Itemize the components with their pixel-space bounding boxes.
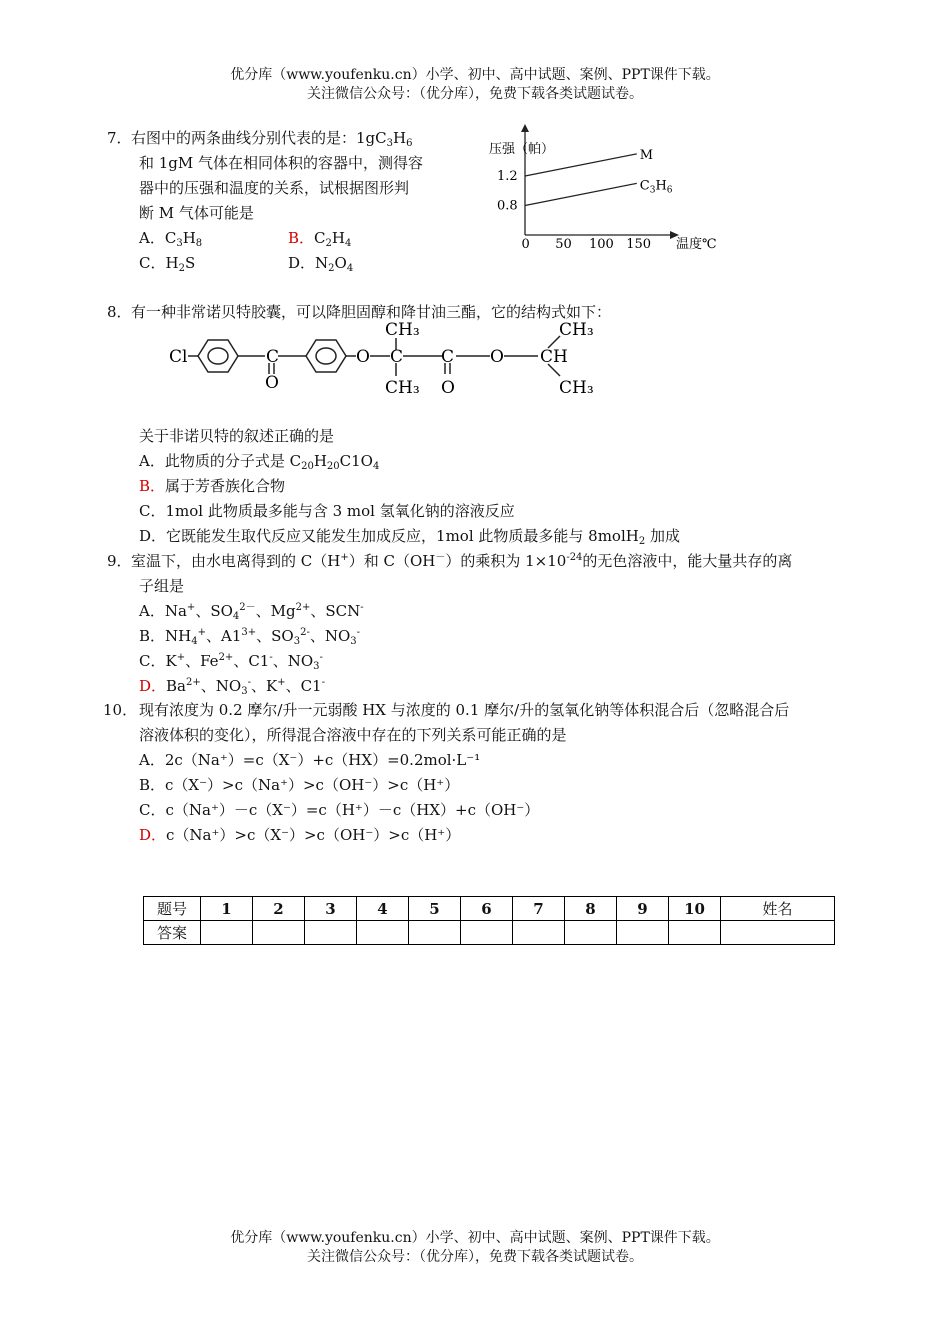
q9-option-c: C．K+、$Fe^{2+}$、C1-、$NO_3^-$ <box>139 652 323 672</box>
atom-cl: Cl <box>169 347 188 367</box>
answer-cell[interactable] <box>565 921 617 945</box>
question-number-cell: 2 <box>253 897 305 921</box>
pressure-temperature-chart <box>486 122 726 257</box>
question-number-cell: 6 <box>461 897 513 921</box>
question-number-cell: 3 <box>305 897 357 921</box>
q7-stem-line-3: 器中的压强和温度的关系，试根据图形判 <box>139 179 410 197</box>
header-line-2: 关注微信公众号：（优分库），免费下载各类试题试卷。 <box>307 86 643 102</box>
q10-stem-line-1: 现有浓度为 0.2 摩尔/升一元弱酸 HX 与浓度的 0.1 摩尔/升的氢氧化钠等体积混合后（忽略混合后 <box>139 701 790 719</box>
question-number-cell: 5 <box>409 897 461 921</box>
q9-option-b: B．$NH_4^+$、$A1^{3+}$、$SO_3^{2-}$、$NO_3^-$ <box>139 627 361 647</box>
answer-table <box>143 896 835 945</box>
atom-o4: O <box>490 347 504 367</box>
answer-cell[interactable] <box>201 921 253 945</box>
q7-number: 7． <box>107 129 132 147</box>
question-number-label: 题号 <box>144 897 201 921</box>
question-number-cell: 7 <box>513 897 565 921</box>
answer-cell[interactable] <box>357 921 409 945</box>
answer-cell[interactable] <box>513 921 565 945</box>
q10-option-a: A．2c（Na⁺）=c（X⁻）+c（HX）=0.2mol·L⁻¹ <box>139 751 481 769</box>
question-number-cell: 4 <box>357 897 409 921</box>
answer-cell[interactable] <box>669 921 721 945</box>
q10-stem-line-2: 溶液体积的变化），所得混合溶液中存在的下列关系可能正确的是 <box>139 726 567 744</box>
answer-cell[interactable] <box>253 921 305 945</box>
q9-stem-line-1: 室温下，由水电离得到的 C（H+）和 C（OH－）的乘积为 $1\times 10^{-24}$的无色溶液中，能大量共存的离 <box>131 552 793 570</box>
q9-option-d: D．$Ba^{2+}$、$NO_3^-$、K+、C1- <box>139 677 325 697</box>
y-tick-label: 1.2 <box>497 168 518 184</box>
header-line-1: 优分库（www.youfenku.cn）小学、初中、高中试题、案例、PPT课件下载。 <box>230 67 720 83</box>
x-tick-label: 150 <box>626 237 652 252</box>
x-tick-label: 50 <box>555 237 572 252</box>
group-ch3-bottom: CH₃ <box>385 378 420 398</box>
series-line <box>525 183 637 205</box>
q9-number: 9． <box>107 552 132 570</box>
q7-option-a: A．$C_3H_8$ <box>139 229 203 249</box>
benzene-ring-2 <box>306 340 346 372</box>
footer-line-2: 关注微信公众号：（优分库），免费下载各类试题试卷。 <box>307 1249 643 1265</box>
question-number-cell: 1 <box>201 897 253 921</box>
q8-option-c: C．1mol 此物质最多能与含 3 mol 氢氧化钠的溶液反应 <box>139 502 515 520</box>
atom-c2: C <box>390 347 404 367</box>
x-axis-label: 温度℃ <box>676 237 717 252</box>
question-number-cell: 9 <box>617 897 669 921</box>
q9-option-a: A．Na+、$SO_4^{2-}$、$Mg^{2+}$、SCN- <box>139 602 364 622</box>
q8-option-b: B．属于芳香族化合物 <box>139 477 286 495</box>
benzene-ring-1-circle <box>208 348 228 364</box>
name-cell[interactable] <box>721 921 835 945</box>
series-label: M <box>639 147 654 163</box>
y-axis-arrow <box>521 124 529 132</box>
series-label: $C_3H_6$ <box>639 178 673 196</box>
y-axis-label: 压强（帕） <box>489 142 555 157</box>
q10-number: 10． <box>103 701 138 719</box>
q7-stem-line-1: 右图中的两条曲线分别代表的是：$1gC_3H_6$ <box>131 129 413 149</box>
group-ch3-right-top: CH₃ <box>559 320 594 340</box>
q9-stem-line-2: 子组是 <box>139 577 185 595</box>
x-tick-label: 100 <box>589 237 614 252</box>
answer-cell[interactable] <box>409 921 461 945</box>
q8-option-d: D．它既能发生取代反应又能发生加成反应，1mol 此物质最多能与 8molH$_2$ 加成 <box>139 527 681 547</box>
atom-o2: O <box>356 347 370 367</box>
q7-option-c: C．$H_2S$ <box>139 254 196 274</box>
answer-cell[interactable] <box>305 921 357 945</box>
question-number-cell: 10 <box>669 897 721 921</box>
q8-option-a: A．此物质的分子式是 $C_{20}H_{20}C1O_4$ <box>139 452 380 472</box>
benzene-ring-2-circle <box>316 348 336 364</box>
q7-stem-line-2: 和 1gM 气体在相同体积的容器中，测得容 <box>139 154 424 172</box>
group-ch: CH <box>540 347 568 367</box>
atom-c1: C <box>266 347 280 367</box>
q7-option-d: D．$N_2O_4$ <box>288 254 354 274</box>
question-number-cell: 8 <box>565 897 617 921</box>
footer-line-1: 优分库（www.youfenku.cn）小学、初中、高中试题、案例、PPT课件下载。 <box>230 1230 720 1246</box>
answer-cell[interactable] <box>461 921 513 945</box>
answer-cell[interactable] <box>617 921 669 945</box>
atom-o3: O <box>441 378 455 398</box>
y-tick-label: 0.8 <box>497 198 518 214</box>
atom-o1: O <box>265 373 279 393</box>
q8-substem: 关于非诺贝特的叙述正确的是 <box>139 427 335 445</box>
group-ch3-top: CH₃ <box>385 320 420 340</box>
answer-label: 答案 <box>144 921 201 945</box>
group-ch3-right-bottom: CH₃ <box>559 378 594 398</box>
benzene-ring-1 <box>198 340 238 372</box>
q8-number: 8． <box>107 303 132 321</box>
q7-option-b: B．$C_2H_4$ <box>288 229 352 249</box>
name-label: 姓名 <box>721 897 835 921</box>
q10-option-c: C．c（Na⁺）－c（X⁻）=c（H⁺）－c（HX）+c（OH⁻） <box>139 801 540 819</box>
fenofibrate-structure <box>166 318 606 400</box>
series-line <box>525 154 637 176</box>
q10-option-d: D．c（Na⁺）>c（X⁻）>c（OH⁻）>c（H⁺） <box>139 826 461 844</box>
atom-c3: C <box>441 347 455 367</box>
answer-table-answer-row <box>144 921 835 945</box>
q10-option-b: B．c（X⁻）>c（Na⁺）>c（OH⁻）>c（H⁺） <box>139 776 460 794</box>
x-tick-label: 0 <box>521 237 530 252</box>
q7-stem-line-4: 断 M 气体可能是 <box>139 204 254 222</box>
answer-table-header-row <box>144 897 835 921</box>
q8-stem: 有一种非常诺贝特胶囊，可以降胆固醇和降甘油三酯，它的结构式如下： <box>131 303 612 321</box>
